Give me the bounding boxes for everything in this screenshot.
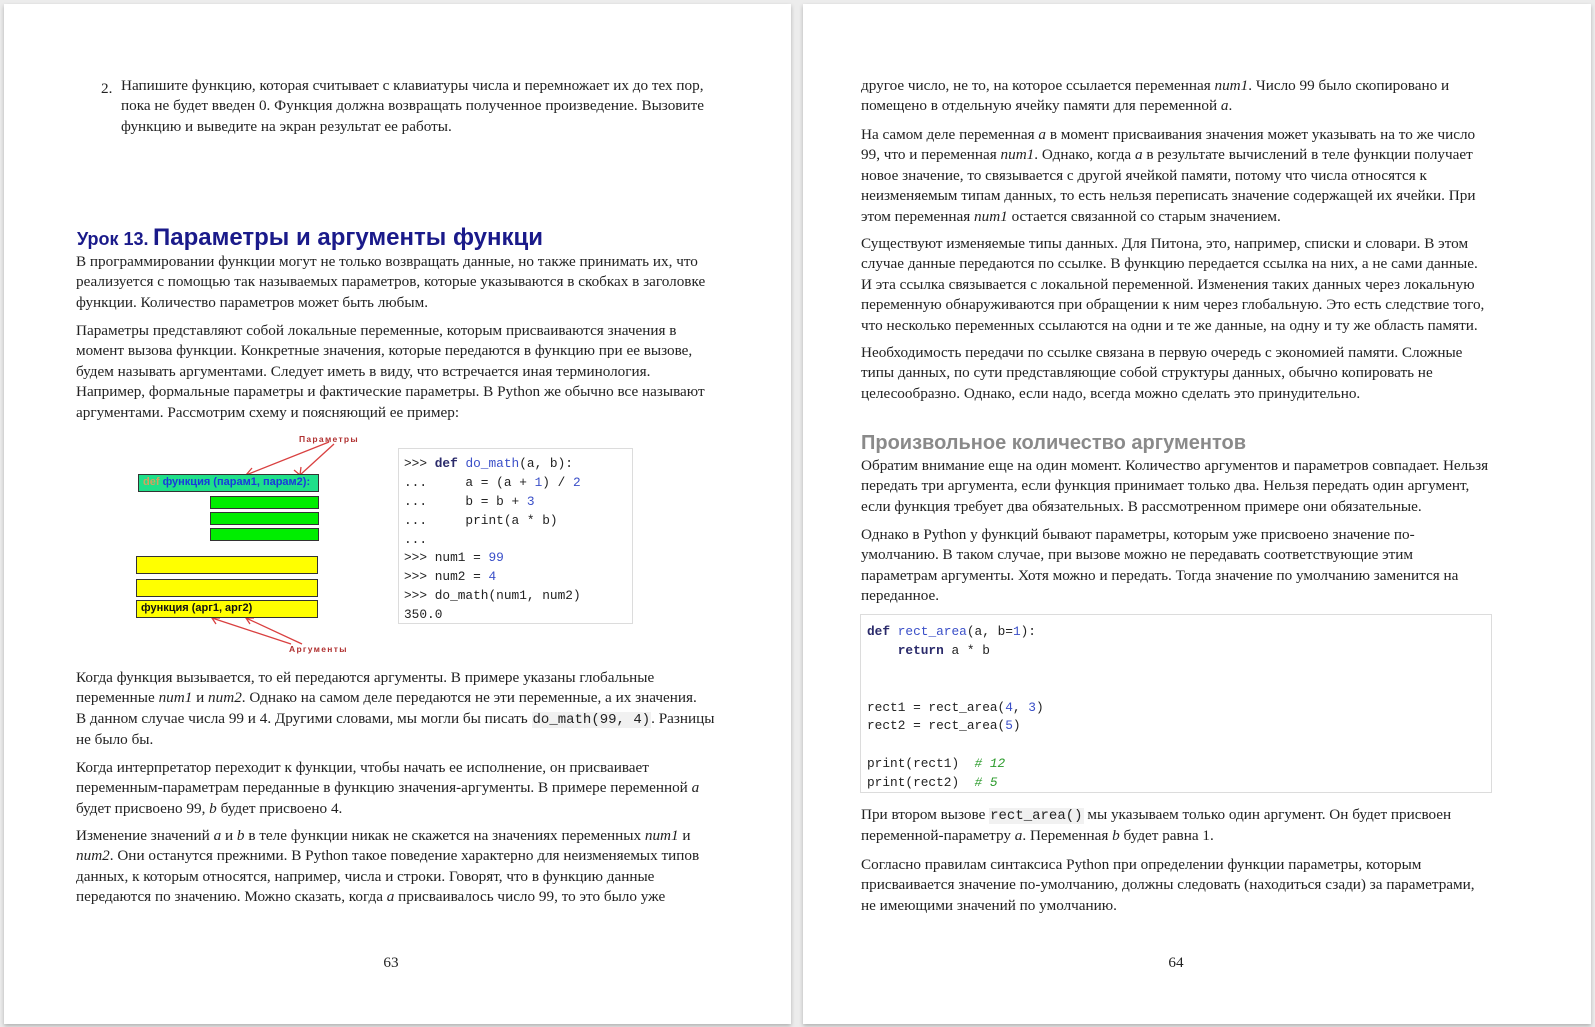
text-run: При втором вызове	[861, 806, 990, 823]
text-run: остается связанной со старым значением.	[1007, 207, 1281, 225]
code-block-do-math	[398, 448, 633, 624]
text-run: что несколько переменных ссылаются на одни и те же данные, на одну и ту же область памяти.	[861, 316, 1478, 334]
args-arrow-2	[246, 618, 302, 644]
text-run: не имеющими значений по умолчанию.	[861, 896, 1117, 914]
inline-code: do_math(99, 4)	[532, 711, 651, 728]
page-number-64: 64	[1168, 954, 1184, 971]
text-line	[76, 668, 715, 688]
text-run: умолчанию. В таком случае, при вызове можно не передавать соответствующие этим	[861, 546, 1414, 564]
code-token: >>>	[404, 456, 435, 471]
text-run: в результате вычислений в теле функции получает	[1142, 146, 1473, 164]
text-run: будет присвоено 4.	[216, 799, 343, 817]
paragraph-copy	[861, 76, 1449, 117]
text-line	[76, 709, 715, 730]
text-run: передаются по значению. Можно сказать, когда	[76, 888, 387, 906]
code-token: ... b = b +	[404, 493, 527, 509]
code-line	[404, 587, 632, 606]
italic-term: a	[213, 827, 222, 844]
text-run: Когда интерпретатор переходит к функции, чтобы начать ее исполнение, он присваивает	[76, 759, 649, 776]
list-item-number: 2.	[101, 80, 113, 97]
code-token: >>> num1 =	[404, 550, 489, 566]
text-run: В данном случае числа 99 и 4. Другими словами, мы могли бы писать	[76, 709, 532, 727]
code-token: rect2 = rect_area(	[867, 718, 1006, 734]
text-line	[861, 875, 1475, 895]
italic-term: b	[1112, 827, 1120, 845]
code-token: (a, b):	[519, 456, 573, 471]
code-token: return	[897, 642, 944, 658]
code-line	[867, 623, 1491, 642]
text-line	[861, 476, 1488, 496]
text-run: типы данных, по сути представляющие собой структуры данных, обычно копировать не	[861, 364, 1433, 382]
code-token: rect1 = rect_area(	[867, 699, 1006, 715]
italic-term: num1	[1000, 146, 1035, 164]
text-line	[76, 867, 699, 887]
text-run: Изменение значений	[76, 827, 214, 844]
text-run: .	[1228, 97, 1233, 115]
code-token: ... a = (a +	[404, 474, 535, 490]
call-signature: функция (арг1, арг2)	[141, 602, 253, 614]
text-run: . Они останутся прежними. В Python такое поведение характерно для неизменяемых типов	[109, 847, 700, 865]
lesson-heading	[77, 224, 543, 252]
paragraph-reference	[861, 343, 1462, 404]
text-line	[861, 456, 1488, 476]
code-token: print(rect1)	[867, 756, 975, 772]
text-run: присваивается значение по-умолчанию, должны следовать (находиться сзади) за параметрами,	[861, 876, 1475, 894]
paragraph-second-call	[861, 805, 1451, 847]
code-line	[404, 606, 632, 625]
code-token: 1	[1012, 624, 1021, 639]
text-run: новое значение, то связывается с другой ячейкой памяти, потому что числа относятся к	[861, 166, 1427, 184]
code-line	[404, 455, 632, 474]
text-run: будет равна 1.	[1119, 827, 1214, 845]
text-run: в теле функции никак не скажется на значениях переменных	[244, 827, 645, 844]
text-line	[76, 688, 715, 708]
text-run: Однако в Python у функций бывают параметры, которым уже присвоено значение по-	[861, 526, 1415, 543]
paragraph-mutable	[861, 234, 1484, 336]
params-arrow-2	[300, 444, 334, 475]
text-run: . Переменная	[1022, 827, 1113, 845]
code-token: do_math	[465, 456, 520, 471]
text-run: если функция требует два обязательных. В рассмотренном примере они обязательные.	[861, 497, 1422, 515]
code-token: 5	[1005, 718, 1013, 734]
code-token: print(rect2)	[867, 775, 975, 791]
code-token: ) /	[542, 474, 573, 490]
text-run: и	[192, 689, 209, 707]
code-token	[890, 624, 898, 639]
text-run: присваивалось число 99, то это было уже	[394, 888, 666, 906]
def-signature: функция (парам1, парам2):	[162, 476, 311, 488]
code-token: 3	[1028, 699, 1036, 715]
text-run: неизменяемым типам данных, то есть нельзя переписать значение содержащей их ячейки. При	[861, 187, 1476, 205]
code-line	[404, 549, 632, 568]
italic-term: b	[209, 799, 217, 817]
args-label: Аргументы	[289, 644, 348, 654]
text-run: будет присвоено 99,	[76, 799, 210, 817]
paragraph-arg-count	[861, 456, 1488, 517]
text-line	[861, 545, 1458, 565]
code-token: ):	[1020, 624, 1036, 639]
text-line	[76, 778, 699, 798]
code-token: ,	[1012, 699, 1029, 715]
text-run: целесообразно. Однако, если надо, всегда можно сделать это принудительно.	[861, 384, 1361, 402]
def-keyword: def	[143, 476, 160, 488]
text-run: переменной-параметру	[861, 827, 1015, 845]
code-line-1	[136, 556, 318, 574]
code-token: 4	[1005, 699, 1013, 715]
code-token: 3	[526, 493, 535, 509]
text-line	[861, 826, 1451, 846]
text-line	[861, 275, 1484, 295]
text-run: помещено в отдельную ячейку памяти для переменной	[861, 97, 1221, 115]
body-line-2	[210, 512, 319, 525]
code-line	[867, 774, 1491, 793]
text-line	[76, 799, 699, 819]
call-line-box	[136, 600, 318, 618]
params-arrow-1	[246, 442, 329, 475]
code-token: # 12	[974, 756, 1006, 772]
code-token: (a, b=	[966, 624, 1013, 639]
code-token: 350.0	[404, 607, 443, 623]
text-run: случае данные передаются по ссылке. В функцию передается ссылка на них, а не сами данные.	[861, 255, 1478, 273]
italic-term: a	[1134, 146, 1143, 164]
text-line	[861, 145, 1475, 165]
text-line	[861, 254, 1484, 274]
italic-term: num1	[644, 827, 679, 844]
text-run: Согласно правилам синтаксиса Python при определении функции параметры, которым	[861, 856, 1422, 873]
italic-term: num2	[208, 689, 242, 707]
text-run: передать три аргумента, если функция принимает только два. Нельзя передать один аргумент,	[861, 477, 1470, 495]
text-line	[861, 343, 1462, 363]
paragraph-params: Параметры представляют собой локальные переменные, которым присваиваются значения в момент вызова функции. Конкретные значения, которые передаются в функцию при ее вызове, будем называть аргументами. Следует иметь в виду, что встречается иная терминология. Например, формальные параметры и фактические параметры. В Python же обычно все называют аргументами. Рассмотрим схему и поясняющий ее пример:	[76, 322, 705, 421]
code-line	[867, 736, 1491, 755]
code-line	[404, 568, 632, 587]
code-token: )	[1012, 718, 1021, 734]
code-token: )	[1035, 699, 1044, 715]
italic-term: num1	[974, 207, 1008, 225]
text-run: . Число 99 было скопировано и	[1248, 77, 1450, 94]
code-token: >>> num2 =	[404, 569, 489, 585]
paragraph-immutable	[76, 826, 699, 908]
code-line	[867, 661, 1491, 680]
text-run: переменную обнаруживаются при обращении к ним через глобальную. Это есть следствие того,	[861, 296, 1485, 314]
text-line	[76, 730, 715, 750]
text-run: . Однако на самом деле передаются не эти переменные, а их значения.	[241, 689, 697, 707]
body-line-3	[210, 528, 319, 541]
code-line	[404, 474, 632, 493]
text-line	[861, 295, 1484, 315]
text-line	[861, 525, 1458, 545]
text-line	[861, 316, 1484, 336]
text-run: . Однако, когда	[1034, 146, 1135, 164]
text-line	[76, 887, 699, 907]
text-run: в момент присваивания значения может указывать на то же число	[1046, 126, 1476, 143]
text-line	[861, 166, 1475, 186]
italic-term: num1	[1214, 77, 1249, 94]
italic-term: b	[236, 827, 245, 844]
text-run: Когда функция вызывается, то ей передаются аргументы. В примере указаны глобальные	[76, 669, 655, 686]
italic-term: a	[1038, 126, 1047, 143]
code-token: ... print(a * b)	[404, 512, 558, 528]
exercise-2-text: Напишите функцию, которая считывает с клавиатуры числа и перемножает их до тех пор, пока не будет введен 0. Функция должна возвращать полученное произведение. Вызовите функцию и выведите на экран результат ее работы.	[121, 77, 704, 135]
body-line-1	[210, 496, 319, 509]
text-run: Обратим внимание еще на один момент. Количество аргументов и параметров совпадает. Нельзя	[861, 457, 1489, 474]
code-line	[404, 493, 632, 512]
def-line-box	[138, 474, 319, 492]
text-line	[76, 758, 699, 778]
code-token: 1	[534, 474, 543, 490]
code-token: rect_area	[897, 624, 967, 639]
page-63	[4, 4, 791, 1024]
lesson-number: Урок 13.	[77, 229, 149, 249]
params-args-diagram	[134, 432, 384, 664]
params-label: Параметры	[299, 434, 359, 444]
text-run: этом переменная	[861, 207, 975, 225]
italic-term: a	[1014, 827, 1023, 845]
code-token: a * b	[943, 642, 990, 658]
paragraph-memory-cell	[861, 125, 1475, 227]
code-token: def	[434, 456, 458, 471]
paragraph-intro: В программировании функции могут не только возвращать данные, но также принимать их, что реализуется с помощью так называемых параметров, которые указываются в скобках в заголовке функции. Количество параметров может быть любым.	[76, 253, 706, 311]
text-run: другое число, не то, на которое ссылается переменная	[861, 77, 1215, 94]
text-line	[861, 363, 1462, 383]
text-line	[861, 896, 1475, 916]
text-run: 99, что и переменная	[861, 146, 1001, 164]
text-run: . Разницы	[651, 709, 715, 727]
text-run: и	[221, 827, 237, 844]
code-token: 2	[572, 474, 581, 490]
code-token: def	[867, 624, 891, 639]
text-line	[861, 384, 1462, 404]
paragraph-call	[76, 668, 715, 751]
text-run: параметрам аргументы. Хотя можно и передать. Тогда значение по умолчанию заменится на	[861, 566, 1459, 584]
code-line	[404, 512, 632, 531]
code-line	[867, 755, 1491, 774]
text-line	[861, 186, 1475, 206]
code-line	[867, 717, 1491, 736]
inline-code: rect_area()	[990, 808, 1083, 824]
code-token: ...	[404, 531, 428, 547]
args-arrow-1	[212, 618, 291, 644]
text-run: не было бы.	[76, 731, 154, 749]
code-token: 99	[488, 550, 504, 566]
text-line	[861, 234, 1484, 254]
text-line	[861, 125, 1475, 145]
code-line	[867, 680, 1491, 699]
text-run: данных, к которым относятся, например, числа и строки. Говорят, что в функцию данные	[76, 867, 655, 885]
code-token: 4	[488, 569, 497, 585]
text-run: мы указываем только один аргумент. Он будет присвоен	[1083, 806, 1452, 823]
diagram-arrows	[134, 432, 384, 664]
code-token: >>> do_math(num1, num2)	[404, 588, 581, 604]
code-block-rect-area	[860, 614, 1492, 793]
code-token: # 5	[974, 775, 998, 791]
italic-term: num1	[158, 689, 193, 707]
text-run: На самом деле переменная	[861, 126, 1039, 143]
text-run: Существуют изменяемые типы данных. Для Питона, это, например, списки и словари. В этом	[861, 235, 1469, 252]
text-line	[861, 566, 1458, 586]
code-line	[867, 699, 1491, 718]
page-64	[803, 4, 1591, 1024]
text-run: И эта ссылка связывается с локальной переменной. Изменения таких данных через локальную	[861, 275, 1475, 293]
paragraph-syntax-rule	[861, 855, 1475, 916]
text-line	[861, 855, 1475, 875]
text-run: переменные	[76, 689, 159, 707]
text-run: переданное.	[861, 587, 940, 605]
text-line	[76, 826, 699, 846]
text-line	[861, 96, 1449, 116]
code-line	[867, 642, 1491, 661]
text-line	[861, 497, 1488, 517]
paragraph-defaults	[861, 525, 1458, 607]
italic-term: num2	[76, 847, 110, 865]
text-line	[861, 586, 1458, 606]
text-line	[861, 805, 1451, 826]
code-token	[867, 643, 898, 658]
paragraph-interpreter	[76, 758, 699, 819]
code-line-2	[136, 579, 318, 597]
code-line	[404, 531, 632, 550]
text-line	[861, 76, 1449, 96]
text-run: переменным-параметрам переданные в функцию значения-аргументы. В примере переменной	[76, 779, 692, 797]
section-heading: Произвольное количество аргументов	[861, 432, 1246, 454]
lesson-title: Параметры и аргументы функци	[153, 224, 543, 251]
italic-term: a	[386, 888, 395, 906]
italic-term: a	[691, 779, 700, 797]
text-run: Необходимость передачи по ссылке связана в первую очередь с экономией памяти. Сложные	[861, 344, 1463, 361]
page-number-63: 63	[383, 954, 399, 971]
italic-term: a	[1220, 97, 1229, 115]
text-line	[76, 846, 699, 866]
text-line	[861, 207, 1475, 227]
text-run: и	[678, 827, 691, 844]
